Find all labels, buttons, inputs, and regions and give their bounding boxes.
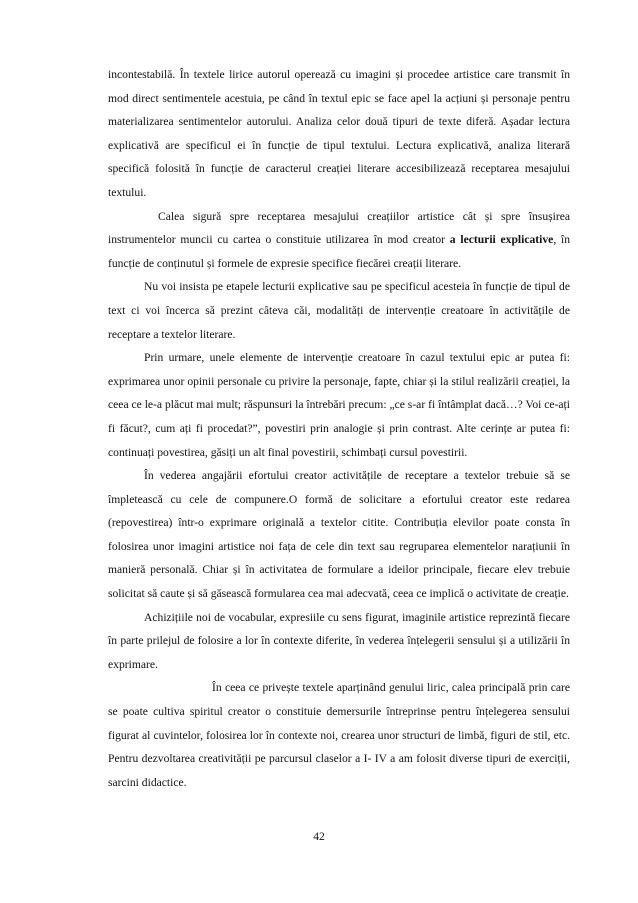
paragraph-4 bbox=[108, 346, 570, 464]
paragraph-3 bbox=[108, 275, 570, 346]
paragraph-6-text: Achizițiile noi de vocabular, expresiile cu sens figurat, imaginile artistice reprezintă fiecare în parte prilejul de folosire a lor în contexte diferite, în vederea înțelegerii sensului și a utilizării în exprimare. bbox=[108, 610, 570, 671]
paragraph-2-bold-text: a lecturii explicative bbox=[449, 233, 554, 247]
paragraph-2-text-end: , în funcție de conținutul și formele de expresie specifice fiecărei creații literare. bbox=[108, 233, 571, 270]
paragraph-2-text: Calea sigură spre receptarea mesajului creațiilor artistice cât și spre însușirea instrumentelor muncii cu cartea o constituie utilizarea în mod creator bbox=[108, 209, 570, 247]
paragraph-6 bbox=[108, 606, 570, 677]
paragraph-7-text: În ceea ce privește textele aparținând genului liric, calea principală prin care se poate cultiva spiritul creator o constituie demersurile întreprinse pentru înțelegerea sensului figurat al cuvintelor, folosirea lor în contexte noi, crearea unor structuri de limbă, figuri de stil, etc. Pentru dezvoltarea creativității pe parcursul claselor a I- IV a am folosit diverse tipuri de exerciții, sarcini didactice. bbox=[108, 681, 570, 789]
page-number: 42 bbox=[313, 830, 325, 843]
paragraph-5 bbox=[108, 464, 570, 606]
paragraph-7 bbox=[108, 676, 570, 794]
paragraph-5-text: În vederea angajării efortului creator activitățile de receptare a textelor trebuie să se împletească cu cele de compunere.O formă de solicitare a efortului creator este redarea (repovestirea) într-o exprimare originală a textelor citite. Contribuția elevilor poate consta în folosirea unor imagini artistice noi fața de cele din text sau regruparea elementelor narațiunii în manieră personală. Chiar și în activitatea de formulare a ideilor principale, fiecare elev trebuie solicitat să caute și să găsească formularea cea mai adecvată, ceea ce implică o activitate de creație. bbox=[108, 469, 570, 601]
paragraph-4-text: Prin urmare, unele elemente de intervenție creatoare în cazul textului epic ar putea fi: exprimarea unor opinii personale cu privire la personaje, fapte, chiar și la stilul realizării creației, la ceea ce le-a plăcut mai mult; răspunsuri la întrebări precum: „ce s-ar fi întâmplat dacă…? Voi ce-ați fi făcut?, cum ați fi procedat?”, povestiri prin analogie și prin contrast. Alte cerințe ar putea fi: continuați povestirea, găsiți un alt final povestirii, schimbați cursul povestirii. bbox=[108, 351, 570, 459]
paragraph-3-text: Nu voi insista pe etapele lecturii explicative sau pe specificul acesteia în funcție de tipul de text ci voi încerca să prezint câteva căi, modalități de intervenție creatoare în activitățile de receptare a textelor literare. bbox=[108, 280, 570, 341]
body-text bbox=[108, 63, 570, 794]
paragraph-2 bbox=[108, 205, 570, 276]
paragraph-1-text: incontestabilă. În textele lirice autorul operează cu imagini și procedee artistice care transmit în mod direct sentimentele acestuia, pe când în textul epic se face apel la acțiuni și personaje pentru materializarea sentimentelor autorului. Analiza celor două tipuri de texte diferă. Așadar lectura explicativă are specificul ei în funcție de tipul textului. Lectura explicativă, analiza literară specifică folosită în funcție de caracterul creației literare accesibilizează receptarea mesajului textului. bbox=[108, 68, 570, 199]
paragraph-1 bbox=[108, 63, 570, 205]
